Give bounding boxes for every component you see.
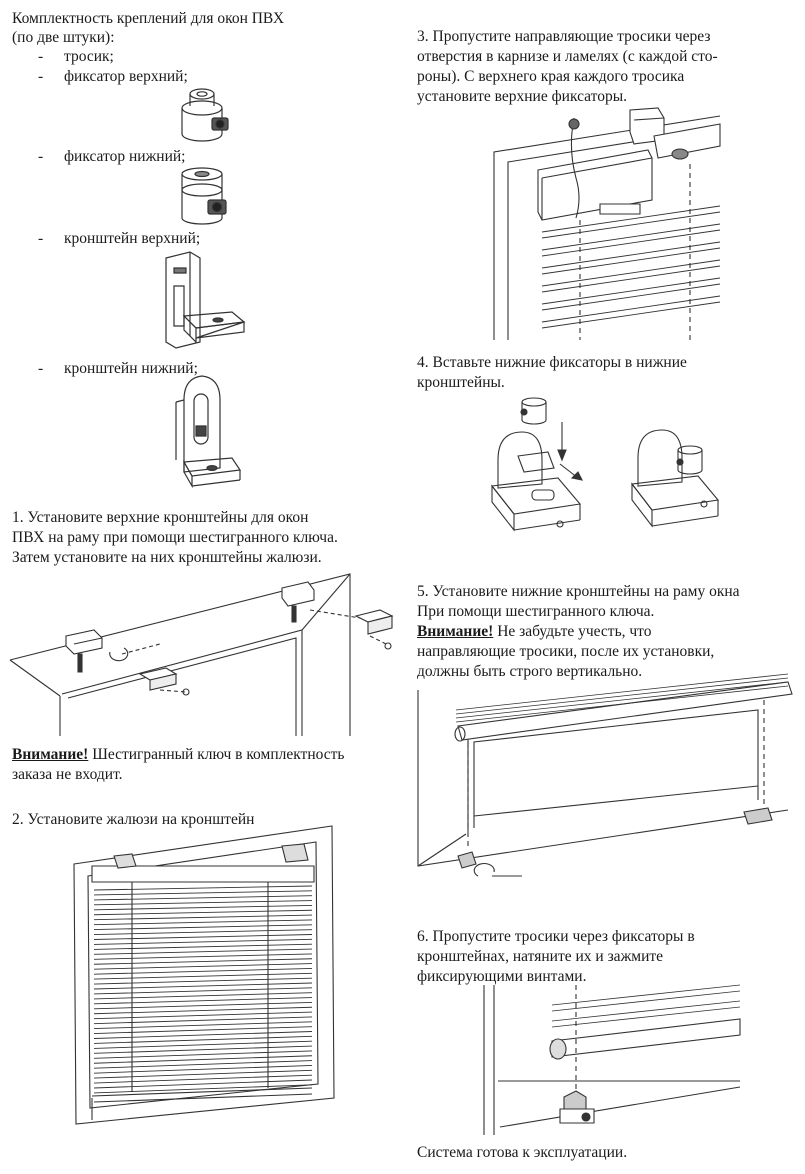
blind-slat [94, 954, 312, 959]
upper-fixer-icon [176, 84, 236, 146]
step2-blinds-illustration [72, 826, 336, 1126]
blind-slat [94, 886, 312, 890]
item-upper-bracket-label: кронштейн верхний; [64, 230, 201, 247]
kit-title: Комплектность креплений для окон ПВХ [12, 10, 285, 27]
blind-slat [94, 993, 312, 999]
blind-slat [94, 949, 312, 954]
blind-slat [94, 1070, 312, 1078]
step1-line3: Затем установите на них кронштейны жалюзи. [12, 549, 322, 566]
item-cord-label: тросик; [64, 48, 114, 65]
blind-slat [94, 973, 312, 979]
step1-line1: 1. Установите верхние кронштейны для окон [12, 509, 309, 526]
blind-slat [94, 959, 312, 965]
blind-slat [94, 988, 312, 994]
blind-slat [94, 968, 312, 974]
blind-slat [94, 1065, 312, 1073]
item-upper-fixer-label: фиксатор верхний; [64, 68, 188, 85]
step3-line2: отверстия в карнизе и ламелях (с каждой сто- [417, 48, 718, 65]
list-dash: - [38, 360, 44, 377]
list-dash: - [38, 68, 44, 85]
blind-slat [94, 891, 312, 895]
blind-slat [94, 978, 312, 984]
item-lower-fixer-label: фиксатор нижний; [64, 148, 186, 165]
upper-bracket-icon [160, 250, 248, 358]
warning5 [417, 622, 652, 642]
warning5-line3: должны быть строго вертикально. [417, 663, 643, 680]
step3-line3: роны). С верхнего края каждого тросика [417, 68, 685, 85]
step4-line2: кронштейны. [417, 374, 505, 391]
step6-line2: кронштейнах, натяните их и зажмите [417, 948, 664, 965]
warning1-text: Шестигранный ключ в комплектность [88, 746, 345, 763]
blind-slat [94, 964, 312, 970]
step1-frame-illustration [10, 570, 402, 738]
warning5-line2: направляющие тросики, после их установки, [417, 643, 715, 660]
step3-cord-illustration [494, 108, 722, 342]
step3-line1: 3. Пропустите направляющие тросики через [417, 28, 711, 45]
lower-fixer-icon [176, 166, 236, 230]
blind-slat [94, 915, 312, 920]
blind-slat [94, 983, 312, 989]
blind-slat [94, 935, 312, 940]
step4-insert-illustration [484, 394, 734, 544]
blind-slat [94, 998, 312, 1004]
step5-line1: 5. Установите нижние кронштейны на раму окна [417, 583, 740, 600]
step2-text: 2. Установите жалюзи на кронштейн [12, 811, 255, 828]
warning1-line2: заказа не входит. [12, 766, 123, 783]
kit-subtitle: (по две штуки): [12, 29, 115, 46]
blind-slat [94, 939, 312, 944]
list-dash: - [38, 48, 44, 65]
blind-slat [94, 930, 312, 935]
blind-slat [94, 905, 312, 909]
step6-tension-illustration [480, 985, 760, 1137]
step5-lower-bracket-illustration [418, 680, 798, 892]
blind-slat [94, 901, 312, 905]
lower-bracket-icon [172, 372, 244, 490]
warning5-label: Внимание! [417, 623, 494, 640]
item-lower-bracket-label: кронштейн нижний; [64, 360, 198, 377]
step4-line1: 4. Вставьте нижние фиксаторы в нижние [417, 354, 687, 371]
blind-slat [94, 1075, 312, 1083]
blind-slat [94, 896, 312, 900]
step3-line4: установите верхние фиксаторы. [417, 88, 627, 105]
blind-slat [94, 910, 312, 915]
blind-slat [94, 1080, 312, 1088]
warning1 [12, 745, 345, 765]
final-text: Система готова к эксплуатации. [417, 1144, 628, 1161]
step1-line2: ПВХ на раму при помощи шестигранного ключа. [12, 529, 338, 546]
list-dash: - [38, 148, 44, 165]
list-dash: - [38, 230, 44, 247]
blind-slat [94, 925, 312, 930]
blind-slat [94, 944, 312, 949]
blind-slat [94, 920, 312, 925]
warning1-label: Внимание! [12, 746, 89, 763]
step6-line1: 6. Пропустите тросики через фиксаторы в [417, 928, 695, 945]
step6-line3: фиксирующими винтами. [417, 968, 587, 985]
step5-line2: При помощи шестигранного ключа. [417, 603, 655, 620]
warning5-text: Не забудьте учесть, что [493, 623, 652, 640]
